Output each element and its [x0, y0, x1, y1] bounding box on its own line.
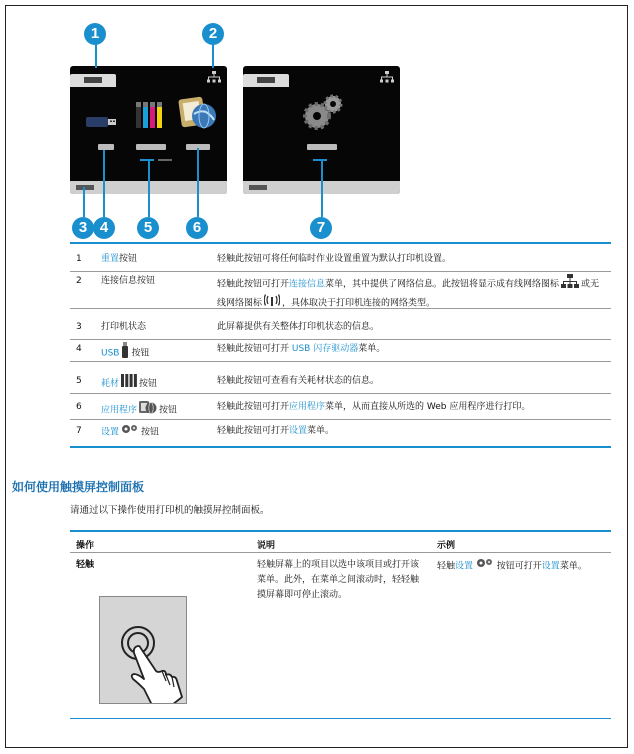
- supplies-icon: [121, 374, 137, 393]
- callout-1: 1: [84, 23, 106, 45]
- row-button-name: [101, 252, 137, 267]
- settings-gears-icon: [301, 94, 343, 136]
- row-number: 5: [76, 376, 82, 386]
- ops-example-suffix: 菜单。: [559, 561, 587, 572]
- ops-table-bottom-rule: [70, 718, 611, 719]
- button-name-link[interactable]: USB: [101, 348, 120, 359]
- callout-3: 3: [72, 217, 94, 239]
- callout-6: 6: [186, 217, 208, 239]
- page-indicator: [313, 159, 327, 161]
- row-divider: [70, 271, 611, 272]
- button-name-link[interactable]: 设置: [101, 427, 120, 438]
- button-name-text: 按钮: [159, 405, 178, 416]
- row-number: 4: [76, 344, 82, 354]
- row-divider: [70, 419, 611, 420]
- row-number: 6: [76, 402, 82, 412]
- description-text: 轻触此按钮可将任何临时作业设置重置为默认打印机设置。: [217, 254, 452, 264]
- row-number: 7: [76, 426, 82, 436]
- row-divider: [70, 339, 611, 340]
- row-description: [217, 320, 607, 335]
- row-button-name: [101, 274, 155, 289]
- page-indicator: [158, 159, 172, 161]
- ops-header-action: 操作: [76, 541, 95, 551]
- connection-info-icon: [207, 68, 221, 87]
- row-description: [217, 252, 607, 267]
- menu-link[interactable]: 设置: [289, 426, 308, 436]
- row-button-name: [101, 424, 159, 441]
- row-divider: [70, 361, 611, 362]
- row-description: [217, 342, 607, 357]
- callout-leader: [321, 160, 323, 217]
- ops-header-description: 说明: [257, 541, 276, 551]
- ops-example: [437, 558, 597, 575]
- button-name-text: 按钮: [119, 254, 138, 264]
- button-name-text: 连接信息按钮: [101, 276, 156, 286]
- description-text: 菜单。: [358, 344, 386, 354]
- description-text: 轻触此按钮可打开: [217, 279, 290, 290]
- reset-tab: [243, 74, 289, 87]
- callout-5: 5: [137, 217, 159, 239]
- row-description: [217, 274, 607, 312]
- ops-header-example: 示例: [437, 541, 456, 551]
- settings-icon: [121, 424, 139, 440]
- callout-4: 4: [93, 217, 115, 239]
- ops-example-prefix: 轻触: [437, 561, 456, 572]
- hand-tap-icon: [100, 597, 187, 704]
- row-number: 2: [76, 276, 82, 286]
- description-text: 此屏幕提供有关整体打印机状态的信息。: [217, 322, 380, 332]
- menu-link[interactable]: 应用程序: [289, 402, 326, 412]
- button-name-text: 按钮: [141, 427, 160, 438]
- usb-drive-icon: [86, 114, 118, 133]
- settings-label: [307, 144, 337, 150]
- row-button-name: [101, 400, 177, 420]
- callout-leader: [197, 148, 199, 217]
- description-text: ，具体取决于打印机连接的网络类型。: [282, 298, 436, 309]
- ops-table-top-rule: [70, 530, 611, 532]
- callout-leader: [83, 187, 85, 217]
- button-name-link[interactable]: 应用程序: [101, 405, 138, 416]
- button-name-text: 按钮: [131, 348, 150, 359]
- wired-network-icon: [561, 274, 579, 294]
- callout-leader: [103, 150, 105, 217]
- settings-link[interactable]: 设置: [541, 561, 560, 572]
- settings-link[interactable]: 设置: [455, 561, 474, 572]
- usb-label: [98, 144, 114, 150]
- row-description: [217, 400, 607, 415]
- connection-info-icon: [380, 68, 394, 87]
- callout-leader: [148, 160, 150, 217]
- callout-7: 7: [310, 217, 332, 239]
- row-button-name: [101, 374, 157, 393]
- supplies-cartridges-icon: [136, 102, 162, 132]
- description-text: 菜单，其中提供了网络信息。此按钮将显示成有线网络图标: [325, 279, 560, 290]
- supplies-label: [136, 144, 166, 150]
- row-description: [217, 424, 607, 439]
- ops-action: 轻触: [76, 560, 95, 570]
- row-button-name: [101, 320, 146, 335]
- tap-gesture-illustration: [99, 596, 187, 704]
- menu-link[interactable]: 连接信息: [289, 279, 326, 290]
- page-indicator: [140, 159, 154, 161]
- button-name-link[interactable]: 重置: [101, 254, 120, 264]
- table-bottom-rule: [70, 446, 611, 448]
- description-text: 轻触此按钮可打开: [217, 426, 290, 436]
- row-divider: [70, 393, 611, 394]
- button-name-link[interactable]: 耗材: [101, 379, 120, 389]
- section-intro: 请通过以下操作使用打印机的触摸屏控制面板。: [70, 505, 270, 516]
- ops-description: 轻触屏幕上的项目以选中该项目或打开该菜单。此外，在菜单之间滚动时，轻轻触摸屏幕即可停止滚动。: [257, 560, 420, 600]
- button-name-text: 按钮: [139, 379, 158, 389]
- menu-link[interactable]: USB 闪存驱动器: [291, 344, 359, 354]
- button-name-text: 打印机状态: [101, 322, 147, 332]
- table-top-rule: [70, 242, 611, 244]
- description-text: 或无线网络图标: [217, 279, 600, 309]
- row-description: [217, 374, 607, 389]
- ops-header-rule: [70, 552, 611, 553]
- reset-tab: [70, 74, 116, 87]
- row-number: 3: [76, 322, 82, 332]
- description-text: 轻触此按钮可查看有关耗材状态的信息。: [217, 376, 380, 386]
- description-text: 轻触此按钮可打开: [217, 344, 292, 354]
- wireless-icon: [264, 294, 280, 312]
- description-text: 轻触此按钮可打开: [217, 402, 290, 412]
- section-title: 如何使用触摸屏控制面板: [12, 480, 145, 494]
- apps-globe-icon: [178, 96, 218, 134]
- callout-2: 2: [202, 23, 224, 45]
- description-text: 菜单。: [307, 426, 335, 436]
- settings-icon: [476, 558, 494, 574]
- row-number: 1: [76, 254, 82, 264]
- row-divider: [70, 308, 611, 309]
- apps-icon: [139, 400, 157, 420]
- ops-example-mid: 按钮可打开: [496, 561, 542, 572]
- description-text: 菜单，从而直接从所选的 Web 应用程序进行打印。: [325, 402, 531, 412]
